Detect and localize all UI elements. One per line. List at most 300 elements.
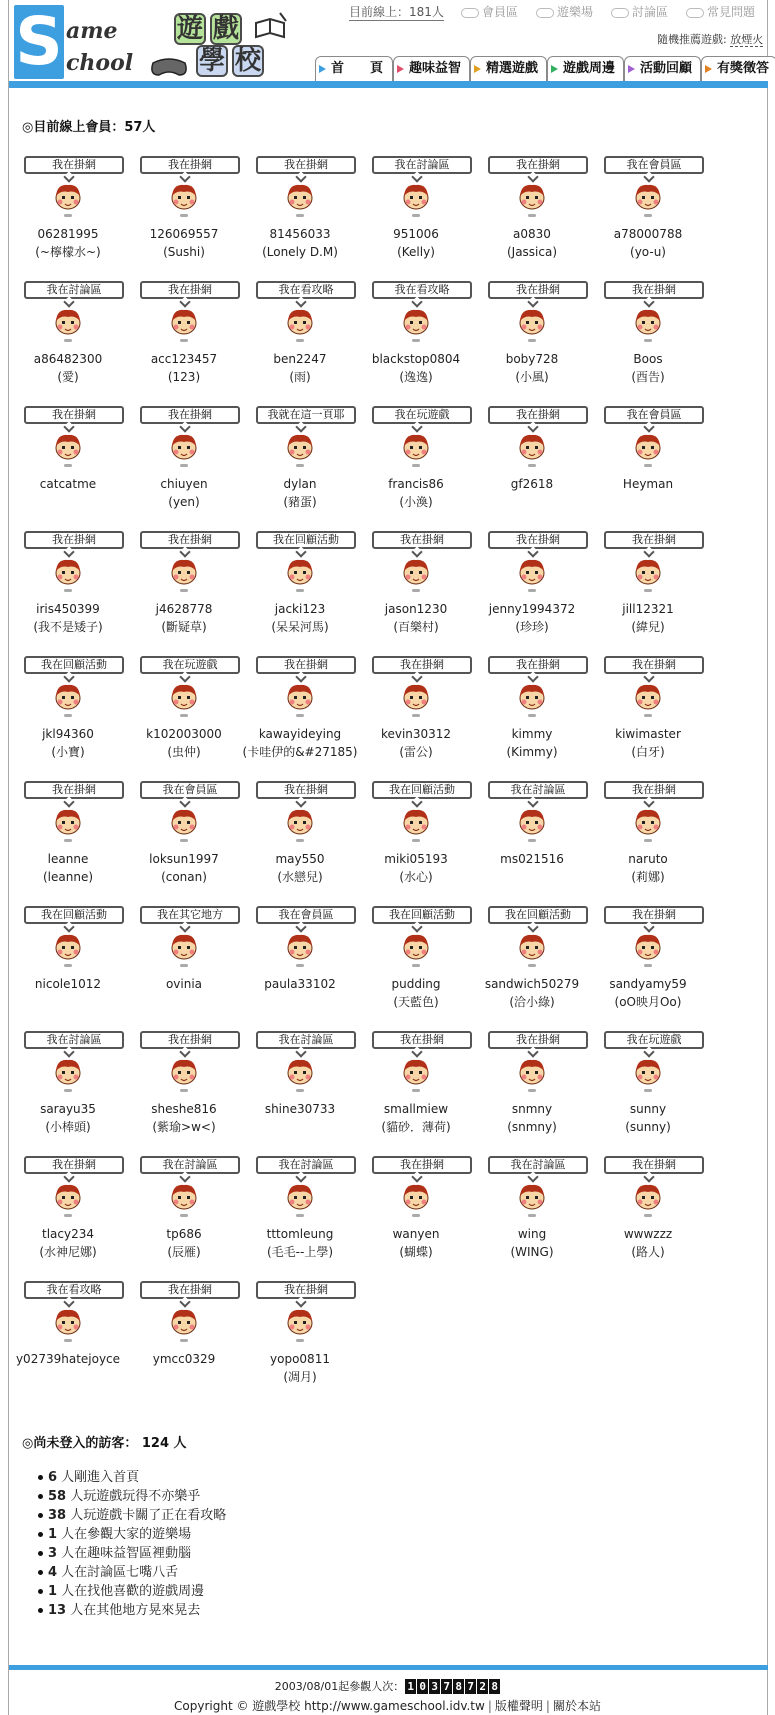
member-status-bubble: 我在玩遊戲 <box>604 1031 704 1049</box>
nav-member-area[interactable]: 會員區 <box>461 3 518 20</box>
member-avatar-icon <box>169 932 199 970</box>
triangle-icon <box>319 65 326 73</box>
member-status-bubble: 我在掛網 <box>24 531 124 549</box>
logo-char-1: 遊 <box>174 13 206 45</box>
member-avatar-icon <box>633 432 663 470</box>
member-status-bubble: 我在掛網 <box>256 781 356 799</box>
member-status-bubble: 我就在這一頁耶 <box>256 406 356 424</box>
member-avatar-icon <box>285 1307 315 1345</box>
member-avatar-icon <box>169 1182 199 1220</box>
visitor-item <box>48 1544 226 1563</box>
member-nickname: (WING) <box>510 1245 554 1259</box>
member-status-bubble: 我在討論區 <box>24 1031 124 1049</box>
member-card[interactable] <box>358 156 474 274</box>
member-card[interactable] <box>590 906 706 1024</box>
member-username[interactable]: ms021516 <box>500 852 564 866</box>
member-username[interactable]: 951006 <box>393 227 439 241</box>
member-avatar-icon <box>53 432 83 470</box>
member-card[interactable] <box>474 1156 590 1274</box>
member-nickname: (逸逸) <box>399 370 433 384</box>
member-avatar-icon <box>53 182 83 220</box>
member-status-bubble: 我在討論區 <box>140 1156 240 1174</box>
gamepad-icon <box>149 55 189 77</box>
member-avatar-icon <box>633 682 663 720</box>
member-avatar-icon <box>53 1057 83 1095</box>
visit-counter <box>0 1678 775 1694</box>
member-username[interactable]: Boos <box>633 352 663 366</box>
logo-letter-s: S <box>15 3 63 80</box>
member-nickname: (水神尼娜) <box>39 1245 97 1259</box>
tab-puzzle[interactable]: 趣味益智 <box>393 56 470 81</box>
member-username[interactable]: wing <box>517 1227 547 1241</box>
member-username[interactable]: jkl94360 <box>42 727 94 741</box>
member-username[interactable]: loksun1997 <box>149 852 219 866</box>
member-card[interactable] <box>126 656 242 774</box>
member-nickname: (洽小綠) <box>509 995 555 1009</box>
visitor-item <box>48 1487 226 1506</box>
member-avatar-icon <box>285 307 315 345</box>
member-avatar-icon <box>53 932 83 970</box>
member-username[interactable]: sheshe816 <box>151 1102 217 1116</box>
member-card[interactable] <box>126 156 242 274</box>
member-status-bubble: 我在掛網 <box>488 531 588 549</box>
member-card[interactable] <box>474 531 590 649</box>
member-nickname: (豬蛋) <box>283 495 317 509</box>
member-avatar-icon <box>401 432 431 470</box>
member-card[interactable] <box>590 1156 706 1274</box>
member-username[interactable]: wanyen <box>392 1227 440 1241</box>
member-username[interactable]: a0830 <box>513 227 551 241</box>
member-avatar-icon <box>401 182 431 220</box>
member-card[interactable] <box>126 406 242 524</box>
member-avatar-icon <box>169 1307 199 1345</box>
member-card[interactable] <box>358 1156 474 1274</box>
member-status-bubble: 我在討論區 <box>24 281 124 299</box>
member-username[interactable]: sunny <box>629 1102 667 1116</box>
member-status-bubble: 我在回顧活動 <box>24 906 124 924</box>
member-username[interactable]: leanne <box>47 852 89 866</box>
member-card[interactable] <box>242 531 358 649</box>
member-card[interactable] <box>242 1031 358 1149</box>
member-username[interactable]: wwwzzz <box>623 1227 673 1241</box>
member-card[interactable] <box>358 906 474 1024</box>
tab-event-review[interactable]: 活動回顧 <box>624 56 701 81</box>
member-username[interactable]: a86482300 <box>33 352 103 366</box>
member-avatar-icon <box>401 682 431 720</box>
member-nickname: (snmny) <box>507 1120 557 1134</box>
member-card[interactable] <box>590 1031 706 1149</box>
site-logo[interactable] <box>14 5 286 79</box>
member-username[interactable]: chiuyen <box>160 477 208 491</box>
member-username[interactable]: boby728 <box>505 352 559 366</box>
cloud-icon <box>686 8 704 18</box>
visitor-item <box>48 1525 226 1544</box>
member-card[interactable] <box>358 781 474 899</box>
member-username[interactable]: iris450399 <box>36 602 100 616</box>
member-status-bubble: 我在掛網 <box>140 531 240 549</box>
member-nickname: (123) <box>167 370 201 384</box>
member-nickname: (愛) <box>57 370 79 384</box>
member-nickname: (貓砂．薄荷) <box>381 1120 451 1134</box>
member-username[interactable]: nicole1012 <box>34 977 102 991</box>
member-username[interactable]: sarayu35 <box>40 1102 96 1116</box>
member-avatar-icon <box>285 807 315 845</box>
member-card[interactable] <box>242 406 358 524</box>
member-username[interactable]: gf2618 <box>510 477 554 491</box>
member-nickname: (小渙) <box>399 495 433 509</box>
member-card[interactable] <box>474 781 590 899</box>
visitor-count: 13 <box>48 1603 67 1618</box>
logo-word-chool: chool <box>66 50 134 76</box>
triangle-icon <box>628 65 635 73</box>
copyright-text: Copyright © 遊戲學校 <box>174 1699 301 1713</box>
member-avatar-icon <box>401 1182 431 1220</box>
member-username[interactable]: jason1230 <box>384 602 448 616</box>
bullet-icon <box>38 1494 43 1499</box>
about-link[interactable]: 關於本站 <box>552 1699 601 1713</box>
member-username[interactable]: tp686 <box>166 1227 202 1241</box>
member-nickname: (Sushi) <box>163 245 205 259</box>
member-username[interactable]: a78000788 <box>613 227 683 241</box>
online-count[interactable]: 目前線上：181人 <box>349 5 444 19</box>
member-username[interactable]: sandwich50279 <box>484 977 580 991</box>
member-avatar-icon <box>53 307 83 345</box>
member-card[interactable] <box>358 1031 474 1149</box>
tab-quiz[interactable]: 有獎徵答 <box>701 56 775 81</box>
member-card[interactable] <box>474 406 590 524</box>
member-nickname: (Kelly) <box>397 245 435 259</box>
member-username[interactable]: 126069557 <box>149 227 219 241</box>
visitor-activity: 人在找他喜歡的遊戲周邊 <box>57 1584 205 1599</box>
member-status-bubble: 我在掛網 <box>140 1281 240 1299</box>
visitor-count: 38 <box>48 1508 67 1523</box>
visitor-item <box>48 1468 226 1487</box>
site-header <box>9 0 768 84</box>
member-username[interactable]: k102003000 <box>146 727 222 741</box>
member-status-bubble: 我在討論區 <box>488 781 588 799</box>
member-status-bubble: 我在回顧活動 <box>372 906 472 924</box>
member-status-bubble: 我在掛網 <box>372 656 472 674</box>
member-status-bubble: 我在掛網 <box>24 406 124 424</box>
member-nickname: (紫瑜>w<) <box>152 1120 216 1134</box>
member-card[interactable] <box>126 1281 242 1399</box>
member-username[interactable]: yopo0811 <box>270 1352 330 1366</box>
counter-digit: 8 <box>453 1679 464 1694</box>
member-nickname: (小寶) <box>51 745 85 759</box>
logo-char-3: 學 <box>196 45 228 77</box>
member-card[interactable] <box>358 281 474 399</box>
member-avatar-icon <box>517 1057 547 1095</box>
member-nickname: (leanne) <box>42 870 94 884</box>
member-card[interactable] <box>242 1156 358 1274</box>
copyright-notice-link[interactable]: 版權聲明 <box>494 1699 543 1713</box>
member-nickname: (百樂村) <box>393 620 439 634</box>
member-status-bubble: 我在掛網 <box>24 1156 124 1174</box>
triangle-icon <box>551 65 558 73</box>
nav-forum[interactable]: 討論區 <box>611 3 668 20</box>
member-nickname: (yo-u) <box>630 245 666 259</box>
member-username[interactable]: naruto <box>628 852 668 866</box>
member-card[interactable] <box>10 406 126 524</box>
tab-home[interactable]: 首 頁 <box>315 56 393 81</box>
member-avatar-icon <box>53 682 83 720</box>
visitors-title: ◎尚未登入的訪客： 124 人 <box>22 1436 187 1451</box>
member-status-bubble: 我在掛網 <box>488 281 588 299</box>
member-avatar-icon <box>517 307 547 345</box>
member-username[interactable]: 06281995 <box>37 227 99 241</box>
separator: | <box>545 1699 550 1713</box>
member-username[interactable]: may550 <box>275 852 325 866</box>
counter-digit: 3 <box>429 1679 440 1694</box>
member-avatar-icon <box>401 807 431 845</box>
member-username[interactable]: francis86 <box>388 477 444 491</box>
site-url-link[interactable]: http://www.gameschool.idv.tw <box>304 1699 485 1713</box>
visitor-activity: 人在其他地方晃來晃去 <box>66 1603 201 1618</box>
member-username[interactable]: ymcc0329 <box>152 1352 216 1366</box>
member-nickname: (蝴蝶) <box>399 1245 433 1259</box>
member-card[interactable] <box>126 906 242 1024</box>
member-username[interactable]: jenny1994372 <box>488 602 576 616</box>
member-username[interactable]: jacki123 <box>274 602 326 616</box>
logo-char-4: 校 <box>232 45 264 77</box>
counter-digit: 2 <box>477 1679 488 1694</box>
members-title: ◎目前線上會員：57人 <box>22 120 156 135</box>
member-status-bubble: 我在看攻略 <box>256 281 356 299</box>
member-card[interactable] <box>590 406 706 524</box>
member-username[interactable]: Heyman <box>622 477 674 491</box>
member-status-bubble: 我在回顧活動 <box>372 781 472 799</box>
recommend-game-link[interactable]: 放煙火 <box>730 33 764 46</box>
member-status-bubble: 我在掛網 <box>140 1031 240 1049</box>
member-avatar-icon <box>401 557 431 595</box>
member-username[interactable]: tttomleung <box>266 1227 334 1241</box>
member-nickname: (水心) <box>399 870 433 884</box>
member-card[interactable] <box>358 656 474 774</box>
member-username[interactable]: dylan <box>283 477 317 491</box>
member-username[interactable]: miki05193 <box>384 852 448 866</box>
member-nickname: (Lonely D.M) <box>262 245 338 259</box>
member-username[interactable]: shine30733 <box>264 1102 336 1116</box>
member-nickname: (oO映月Oo) <box>614 995 682 1009</box>
member-card[interactable] <box>126 781 242 899</box>
member-status-bubble: 我在掛網 <box>372 1031 472 1049</box>
bullet-icon <box>38 1475 43 1480</box>
member-card[interactable] <box>358 406 474 524</box>
member-card[interactable] <box>126 1156 242 1274</box>
member-status-bubble: 我在討論區 <box>488 1156 588 1174</box>
member-avatar-icon <box>633 307 663 345</box>
member-avatar-icon <box>285 682 315 720</box>
logo-word-ame: ame <box>66 18 118 44</box>
visitor-item <box>48 1601 226 1620</box>
member-username[interactable]: jill12321 <box>622 602 674 616</box>
member-username[interactable]: paula33102 <box>264 977 336 991</box>
member-card[interactable] <box>10 156 126 274</box>
member-nickname: (雨) <box>289 370 311 384</box>
member-status-bubble: 我在掛網 <box>140 156 240 174</box>
visitor-count: 1 <box>48 1527 58 1542</box>
member-username[interactable]: snmny <box>511 1102 553 1116</box>
member-username[interactable]: acc123457 <box>150 352 218 366</box>
cloud-icon <box>611 8 629 18</box>
member-avatar-icon <box>517 682 547 720</box>
tab-featured-games[interactable]: 精選遊戲 <box>470 56 547 81</box>
member-status-bubble: 我在回顧活動 <box>24 656 124 674</box>
member-status-bubble: 我在看攻略 <box>372 281 472 299</box>
member-nickname: (酉告) <box>631 370 665 384</box>
member-card[interactable] <box>126 281 242 399</box>
member-card[interactable] <box>242 281 358 399</box>
member-card[interactable] <box>474 1031 590 1149</box>
member-avatar-icon <box>517 1182 547 1220</box>
member-card[interactable] <box>474 906 590 1024</box>
member-card[interactable] <box>10 1031 126 1149</box>
member-avatar-icon <box>633 1057 663 1095</box>
member-card[interactable] <box>242 906 358 1024</box>
visitor-activity: 人在討論區七嘴八舌 <box>57 1565 179 1580</box>
member-username[interactable]: kiwimaster <box>615 727 681 741</box>
member-avatar-icon <box>53 1182 83 1220</box>
member-avatar-icon <box>285 1057 315 1095</box>
member-status-bubble: 我在掛網 <box>372 1156 472 1174</box>
counter-digit: 7 <box>441 1679 452 1694</box>
member-avatar-icon <box>53 807 83 845</box>
member-status-bubble: 我在掛網 <box>488 656 588 674</box>
member-status-bubble: 我在玩遊戲 <box>140 656 240 674</box>
member-card[interactable] <box>474 656 590 774</box>
member-nickname: (凋月) <box>283 1370 317 1384</box>
member-avatar-icon <box>517 432 547 470</box>
member-username[interactable]: pudding <box>391 977 441 991</box>
member-status-bubble: 我在會員區 <box>140 781 240 799</box>
member-username[interactable]: smallmiew <box>383 1102 449 1116</box>
visitor-activity: 人玩遊戲卡關了正在看攻略 <box>66 1508 227 1523</box>
member-card[interactable] <box>242 1281 358 1399</box>
member-card[interactable] <box>358 531 474 649</box>
triangle-icon <box>397 65 404 73</box>
member-username[interactable]: 81456033 <box>269 227 331 241</box>
member-nickname: (水戀兒) <box>277 870 323 884</box>
member-status-bubble: 我在掛網 <box>604 781 704 799</box>
member-card[interactable] <box>10 281 126 399</box>
visitor-activity: 人玩遊戲玩得不亦樂乎 <box>66 1489 201 1504</box>
member-avatar-icon <box>517 807 547 845</box>
member-avatar-icon <box>401 307 431 345</box>
member-card[interactable] <box>10 531 126 649</box>
member-avatar-icon <box>401 932 431 970</box>
member-status-bubble: 我在掛網 <box>140 406 240 424</box>
member-nickname: (sunny) <box>625 1120 671 1134</box>
visitor-count: 6 <box>48 1470 58 1485</box>
member-nickname: (呆呆河馬) <box>271 620 329 634</box>
member-status-bubble: 我在掛網 <box>24 781 124 799</box>
member-avatar-icon <box>169 682 199 720</box>
bullet-icon <box>38 1589 43 1594</box>
member-card[interactable] <box>10 781 126 899</box>
member-card[interactable] <box>10 906 126 1024</box>
member-nickname: (小風) <box>515 370 549 384</box>
member-card[interactable] <box>10 1281 126 1399</box>
bullet-icon <box>38 1570 43 1575</box>
member-card[interactable] <box>242 156 358 274</box>
member-nickname: (毛毛--上學) <box>266 1245 334 1259</box>
member-card[interactable] <box>590 281 706 399</box>
triangle-icon <box>474 65 481 73</box>
member-status-bubble: 我在掛網 <box>488 1031 588 1049</box>
member-nickname: (辰雁) <box>167 1245 201 1259</box>
member-card[interactable] <box>10 1156 126 1274</box>
member-status-bubble: 我在掛網 <box>140 281 240 299</box>
member-nickname: (~檸檬水~) <box>35 245 101 259</box>
member-username[interactable]: tlacy234 <box>42 1227 94 1241</box>
member-status-bubble: 我在掛網 <box>604 656 704 674</box>
member-card[interactable] <box>590 156 706 274</box>
member-username[interactable]: catcatme <box>39 477 97 491</box>
member-avatar-icon <box>633 1182 663 1220</box>
member-nickname: (白牙) <box>631 745 665 759</box>
member-card[interactable] <box>590 781 706 899</box>
nav-faq[interactable]: 常見問題 <box>686 3 755 20</box>
member-nickname: (雷公) <box>399 745 433 759</box>
member-card[interactable] <box>242 781 358 899</box>
member-username[interactable]: ovinia <box>165 977 203 991</box>
member-username[interactable]: y02739hatejoyce <box>15 1352 121 1366</box>
bullet-icon <box>38 1608 43 1613</box>
member-status-bubble: 我在看攻略 <box>24 1281 124 1299</box>
member-avatar-icon <box>169 182 199 220</box>
member-card[interactable] <box>242 656 358 774</box>
member-username[interactable]: kevin30312 <box>380 727 452 741</box>
counter-digit: 0 <box>417 1679 428 1694</box>
member-card[interactable] <box>590 531 706 649</box>
member-avatar-icon <box>517 557 547 595</box>
member-username[interactable]: blackstop0804 <box>371 352 461 366</box>
member-username[interactable]: kimmy <box>511 727 553 741</box>
member-card[interactable] <box>126 1031 242 1149</box>
member-username[interactable]: j4628778 <box>155 602 213 616</box>
member-card[interactable] <box>474 281 590 399</box>
footer-divider <box>9 1665 768 1670</box>
cloud-icon <box>536 8 554 18</box>
member-card[interactable] <box>126 531 242 649</box>
member-card[interactable] <box>474 156 590 274</box>
member-card[interactable] <box>590 656 706 774</box>
member-username[interactable]: kawayideying <box>258 727 342 741</box>
separator: | <box>487 1699 492 1713</box>
member-nickname: (路人) <box>631 1245 665 1259</box>
member-status-bubble: 我在討論區 <box>256 1031 356 1049</box>
member-status-bubble: 我在討論區 <box>372 156 472 174</box>
member-username[interactable]: sandyamy59 <box>609 977 687 991</box>
member-avatar-icon <box>517 932 547 970</box>
cloud-icon <box>461 8 479 18</box>
member-card[interactable] <box>10 656 126 774</box>
member-avatar-icon <box>169 432 199 470</box>
member-username[interactable]: ben2247 <box>273 352 327 366</box>
tab-game-goods[interactable]: 遊戲周邊 <box>547 56 624 81</box>
member-nickname: (卡哇伊的&#27185) <box>242 745 358 759</box>
member-nickname: (Kimmy) <box>506 745 558 759</box>
nav-playground[interactable]: 遊樂場 <box>536 3 593 20</box>
member-avatar-icon <box>53 1307 83 1345</box>
member-nickname: (珍珍) <box>515 620 549 634</box>
visitor-activity: 人在趣味益智區裡動腦 <box>57 1546 192 1561</box>
member-avatar-icon <box>169 557 199 595</box>
counter-digit: 1 <box>405 1679 416 1694</box>
copyright-line <box>0 1697 775 1714</box>
visitor-item <box>48 1582 226 1601</box>
member-avatar-icon <box>633 932 663 970</box>
